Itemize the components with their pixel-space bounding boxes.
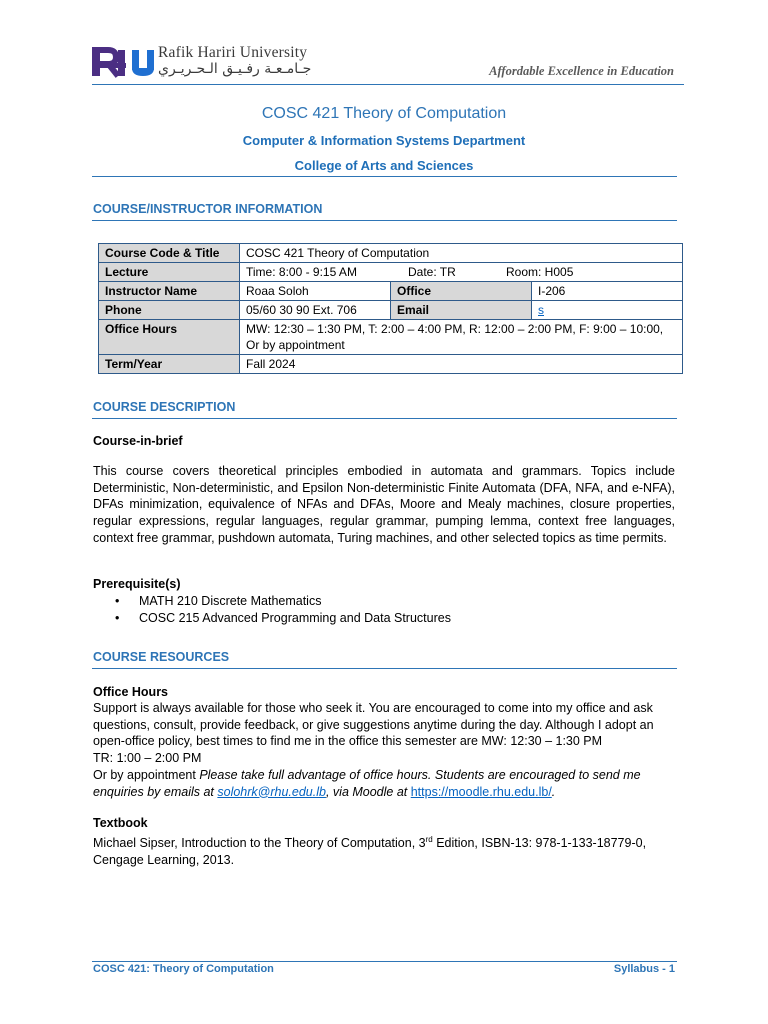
- section-divider: [92, 418, 677, 419]
- cell-value: Fall 2024: [240, 355, 683, 374]
- cell-value: COSC 421 Theory of Computation: [240, 244, 683, 263]
- section-heading-course-info: COURSE/INSTRUCTOR INFORMATION: [93, 202, 323, 216]
- table-row: [99, 320, 683, 355]
- textbook-sup: rd: [425, 835, 433, 844]
- prerequisites-label: Prerequisite(s): [93, 577, 181, 591]
- office-hours-text: [93, 700, 675, 800]
- appointment-note: Please take full advantage of office hours. Students are encouraged to send me enquiries by emails at: [93, 767, 641, 799]
- rhu-logo-icon: [92, 46, 154, 80]
- cell-value: [240, 263, 683, 282]
- cell-value: 05/60 30 90 Ext. 706: [240, 301, 391, 320]
- cell-label: Instructor Name: [99, 282, 240, 301]
- course-in-brief-label: Course-in-brief: [93, 434, 183, 448]
- table-row: [99, 282, 683, 301]
- course-in-brief-text: This course covers theoretical principles embodied in automata and grammars. Topics include Deterministic, Non-deterministic, and Epsilon Non-deterministic Finite Automata (DFA, NFA, and e-NFA), DFAs minimization, equivalence of NFAs and DFAs, Moore and Mealy machines, closure properties, regular expressions, regular languages, regular grammar, pumping lemma, context free languages, context free grammar, pushdown automata, Turing machines, and other selected topics as time permits.: [93, 464, 675, 545]
- moodle-text: , via Moodle at: [325, 784, 411, 799]
- list-item: • MATH 210 Discrete Mathematics: [93, 593, 451, 610]
- moodle-link[interactable]: https://moodle.rhu.edu.lb/: [410, 784, 552, 799]
- cell-label: Email: [391, 301, 532, 320]
- textbook-pre: Michael Sipser, Introduction to the Theory of Computation, 3: [93, 836, 426, 851]
- cell-label: Term/Year: [99, 355, 240, 374]
- lecture-time: Time: 8:00 - 9:15 AM: [246, 265, 357, 279]
- college-name: College of Arts and Sciences: [294, 158, 474, 173]
- cell-label: Course Code & Title: [99, 244, 240, 263]
- cell-value: MW: 12:30 – 1:30 PM, T: 2:00 – 4:00 PM, R: 12:00 – 2:00 PM, F: 9:00 – 10:00, Or by appointment: [240, 320, 683, 355]
- table-row: [99, 263, 683, 282]
- tagline: Affordable Excellence in Education: [489, 64, 674, 78]
- footer-page-number: Syllabus - 1: [613, 963, 675, 975]
- lecture-room: Room: H005: [506, 265, 574, 279]
- table-row: [99, 301, 683, 320]
- table-row: [99, 355, 683, 374]
- header-divider: [92, 84, 684, 85]
- office-hours-tr: TR: 1:00 – 2:00 PM: [93, 751, 202, 766]
- textbook-post: Edition, ISBN-13: 978-1-133-18779-0, Cengage Learning, 2013.: [93, 836, 647, 867]
- university-name-ar: جـامـعـة رفـيـق الـحـريـري: [158, 61, 312, 77]
- office-hours-label: Office Hours: [93, 685, 169, 699]
- department-name: Computer & Information Systems Department: [242, 133, 526, 148]
- course-title: COSC 421 Theory of Computation: [261, 105, 507, 122]
- cell-value: Roaa Soloh: [240, 282, 391, 301]
- office-hours-paragraph: Support is always available for those who seek it. You are encouraged to come into my office and ask questions, consult, provide feedback, or give suggestions anytime during the day. Although I adopt an open-office policy, best times to find me in the office this semester are MW: 12:30 – 1:30 PM: [93, 701, 654, 749]
- section-divider: [92, 668, 677, 669]
- cell-label: Office Hours: [99, 320, 240, 355]
- section-heading-description: COURSE DESCRIPTION: [93, 400, 236, 414]
- instructor-email-link[interactable]: solohrk@rhu.edu.lb: [217, 784, 326, 799]
- section-divider: [92, 220, 677, 221]
- appointment-prefix: Or by appointment: [93, 767, 200, 782]
- footer-divider: [92, 961, 677, 962]
- university-name-en: Rafik Hariri University: [158, 44, 308, 61]
- table-row: [99, 244, 683, 263]
- textbook-text: [93, 832, 675, 869]
- textbook-label: Textbook: [93, 816, 148, 830]
- course-info-table: [98, 243, 683, 374]
- cell-label: Office: [391, 282, 532, 301]
- cell-label: Lecture: [99, 263, 240, 282]
- cell-value: I-206: [532, 282, 683, 301]
- moodle-end: .: [551, 784, 556, 799]
- cell-value: [532, 301, 683, 320]
- email-link[interactable]: s: [538, 303, 544, 317]
- section-heading-resources: COURSE RESOURCES: [93, 650, 230, 664]
- cell-label: Phone: [99, 301, 240, 320]
- prerequisites-list: [93, 593, 451, 627]
- lecture-date: Date: TR: [408, 265, 456, 279]
- title-divider: [92, 176, 677, 177]
- university-logo: [92, 44, 322, 84]
- list-item: • COSC 215 Advanced Programming and Data Structures: [93, 610, 451, 627]
- footer-course: COSC 421: Theory of Computation: [93, 963, 274, 975]
